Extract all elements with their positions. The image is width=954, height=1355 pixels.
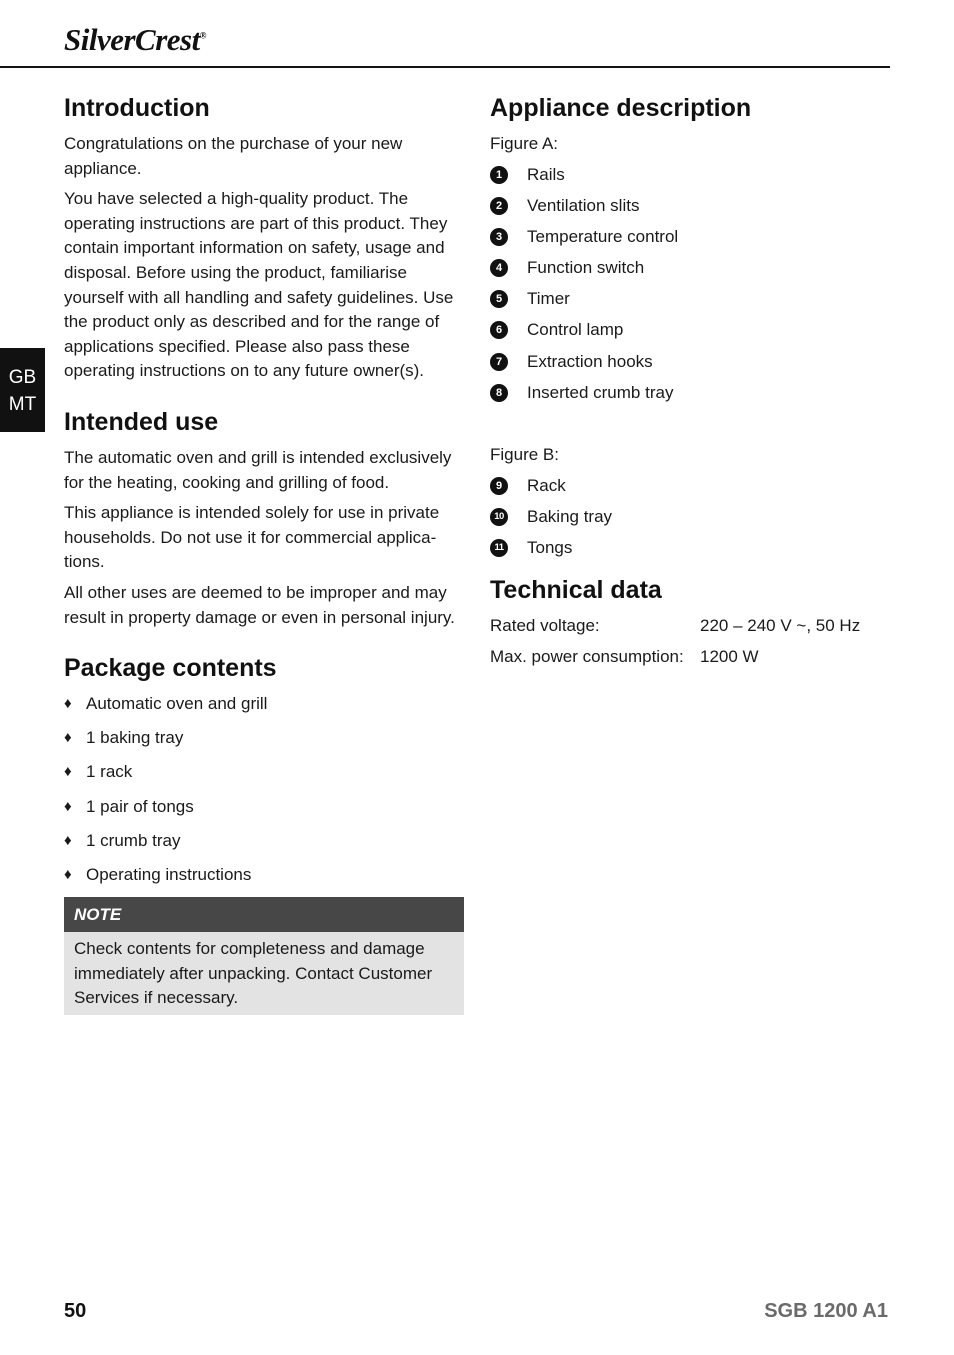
registered-mark: ®: [199, 30, 206, 41]
spec-value: 1200 W: [700, 646, 759, 666]
part-label: Timer: [527, 289, 570, 309]
spec-key: Max. power consumption:: [490, 646, 684, 666]
number-badge: 4: [490, 259, 508, 277]
part-label: Ventilation slits: [527, 196, 640, 216]
appliance-description-section: [490, 90, 890, 560]
diamond-bullet-icon: ♦: [64, 763, 72, 781]
number-badge: 8: [490, 384, 508, 402]
diamond-bullet-icon: ♦: [64, 866, 72, 884]
technical-data-heading: Technical data: [490, 575, 662, 604]
list-item: [490, 287, 890, 311]
list-item: [490, 225, 890, 249]
intended-use-paragraph: This appliance is intended solely for use in private households. Do not use it for commercial applica-tions.: [64, 503, 440, 572]
lang-code-mt: MT: [8, 394, 37, 415]
number-badge: 6: [490, 321, 508, 339]
list-item: [490, 381, 890, 405]
list-item: [490, 194, 890, 218]
list-item-label: 1 rack: [86, 762, 133, 782]
list-item: [490, 256, 890, 280]
brand-logo: [64, 22, 206, 58]
diamond-bullet-icon: ♦: [64, 695, 72, 713]
number-badge: 2: [490, 197, 508, 215]
spec-key: Rated voltage:: [490, 615, 600, 635]
part-label: Function switch: [527, 258, 645, 278]
diamond-bullet-icon: ♦: [64, 797, 72, 815]
number-badge: 5: [490, 290, 508, 308]
number-badge: 9: [490, 477, 508, 495]
part-label: Control lamp: [527, 320, 624, 340]
introduction-paragraph: You have selected a high-quality product. The operating instructions are part of this product. They contain important information on safety, usage and disposal. Before using the product, familiarise yourself with all handling and safety guidelines. Use the product only as described and for the range of applications specified. Please also pass these operating instructions on to any future owner(s).: [64, 189, 454, 381]
part-label: Tongs: [527, 537, 573, 557]
list-item: [490, 474, 890, 498]
note-heading: NOTE: [64, 897, 464, 932]
spec-value: 220 – 240 V ~, 50 Hz: [700, 615, 861, 635]
technical-data-section: [490, 572, 890, 669]
note-text: Check contents for completeness and damage immediately after unpacking. Contact Customer Services if necessary.: [74, 939, 433, 1008]
intended-use-heading: Intended use: [64, 407, 219, 436]
number-badge: 1: [490, 166, 508, 184]
list-item: [64, 795, 464, 819]
list-item: [64, 863, 464, 887]
figure-a-label: Figure A:: [490, 134, 559, 153]
part-label: Baking tray: [527, 506, 613, 526]
part-label: Rack: [527, 475, 566, 495]
figure-b-label: Figure B:: [490, 444, 559, 464]
diamond-bullet-icon: ♦: [64, 729, 72, 747]
right-column: [490, 90, 890, 676]
part-label: Inserted crumb tray: [527, 382, 674, 402]
package-contents-heading: Package contents: [64, 654, 277, 683]
number-badge: 3: [490, 228, 508, 246]
introduction-section: [64, 90, 464, 384]
intended-use-section: [64, 404, 464, 630]
package-contents-list: [64, 692, 464, 887]
list-item: [490, 350, 890, 374]
list-item-label: 1 baking tray: [86, 728, 184, 748]
model-number: SGB 1200 A1: [764, 1300, 888, 1322]
list-item-label: 1 crumb tray: [86, 830, 181, 850]
list-item-label: Operating instructions: [86, 865, 252, 885]
intended-use-paragraph: The automatic oven and grill is intended exclusively for the heating, cooking and grilling of food.: [64, 447, 452, 492]
language-tab: [0, 348, 45, 432]
package-contents-section: [64, 650, 464, 1015]
number-badge: 7: [490, 353, 508, 371]
technical-data-row: [490, 645, 890, 669]
header-rule: [0, 66, 890, 68]
brand-name: SilverCrest: [64, 22, 200, 57]
list-item: [64, 692, 464, 716]
list-item: [490, 536, 890, 560]
number-badge: 11: [490, 539, 508, 557]
introduction-paragraph: Congratulations on the purchase of your new appliance.: [64, 134, 403, 178]
page-number: 50: [64, 1300, 87, 1322]
left-column: [64, 90, 464, 1015]
list-item: [64, 760, 464, 784]
introduction-heading: Introduction: [64, 94, 210, 122]
number-badge: 10: [490, 508, 508, 526]
intended-use-paragraph: All other uses are deemed to be improper and may result in property damage or even in personal injury.: [64, 582, 455, 627]
list-item: [490, 163, 890, 187]
part-label: Temperature control: [527, 227, 679, 247]
note-box: [64, 897, 464, 1015]
lang-code-gb: GB: [8, 367, 37, 388]
list-item: [64, 726, 464, 750]
appliance-description-heading: Appliance description: [490, 94, 752, 122]
list-item-label: Automatic oven and grill: [86, 694, 268, 714]
list-item: [490, 505, 890, 529]
technical-data-row: [490, 614, 890, 638]
part-label: Rails: [527, 165, 565, 184]
list-item: [490, 318, 890, 342]
list-item: [64, 829, 464, 853]
diamond-bullet-icon: ♦: [64, 831, 72, 849]
list-item-label: 1 pair of tongs: [86, 796, 194, 816]
figure-a-parts-list: [490, 163, 890, 405]
part-label: Extraction hooks: [527, 351, 653, 371]
figure-b-parts-list: [490, 474, 890, 560]
